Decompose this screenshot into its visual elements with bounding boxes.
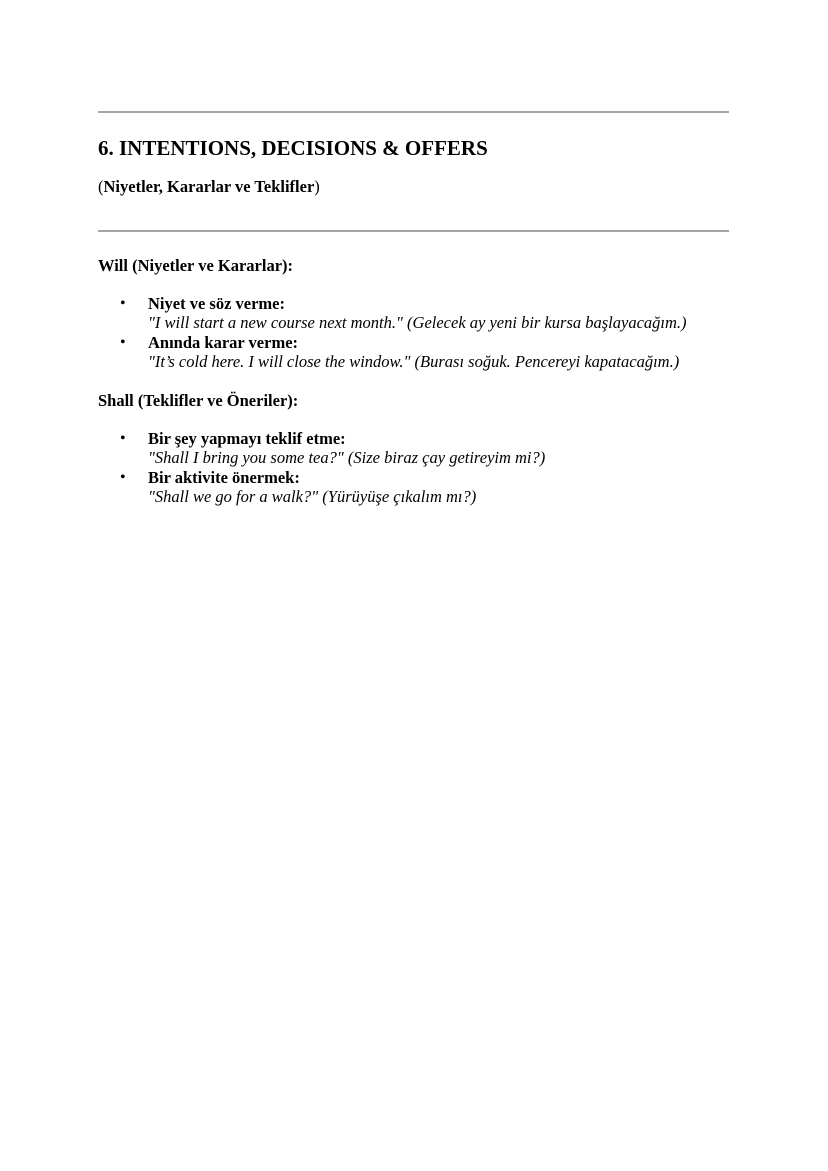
page-title: 6. INTENTIONS, DECISIONS & OFFERS [98, 136, 488, 160]
section-divider [98, 230, 729, 232]
list-item [98, 294, 729, 333]
list-item [98, 468, 729, 507]
section-heading-shall: Shall (Teklifler ve Öneriler): [98, 391, 299, 410]
top-divider [98, 111, 729, 113]
list-item [98, 333, 729, 372]
item-example: "It’s cold here. I will close the window." (Burası soğuk. Pencereyi kapatacağım.) [148, 351, 680, 371]
will-list [98, 294, 729, 371]
item-example: "I will start a new course next month." (Gelecek ay yeni bir kursa başlayacağım.) [148, 313, 687, 333]
bullet-icon: • [120, 468, 126, 486]
section-heading-will: Will (Niyetler ve Kararlar): [98, 256, 294, 275]
subtitle-close-paren: ) [314, 177, 320, 196]
list-item [98, 429, 729, 468]
shall-list [98, 429, 729, 506]
item-example: "Shall we go for a walk?" (Yürüyüşe çıkalım mı?) [148, 486, 477, 506]
page-subtitle [98, 177, 320, 197]
item-label: Niyet ve söz verme: [148, 294, 285, 313]
subtitle-open-paren: ( [98, 177, 104, 196]
item-label: Bir aktivite önermek: [148, 467, 300, 487]
bullet-icon: • [120, 430, 126, 447]
subtitle-text: Niyetler, Kararlar ve Teklifler [103, 177, 315, 196]
item-label: Bir şey yapmayı teklif etme: [148, 429, 346, 448]
bullet-icon: • [120, 295, 126, 312]
bullet-icon: • [120, 333, 126, 351]
item-example: "Shall I bring you some tea?" (Size biraz çay getireyim mi?) [148, 448, 546, 468]
item-label: Anında karar verme: [148, 332, 299, 352]
